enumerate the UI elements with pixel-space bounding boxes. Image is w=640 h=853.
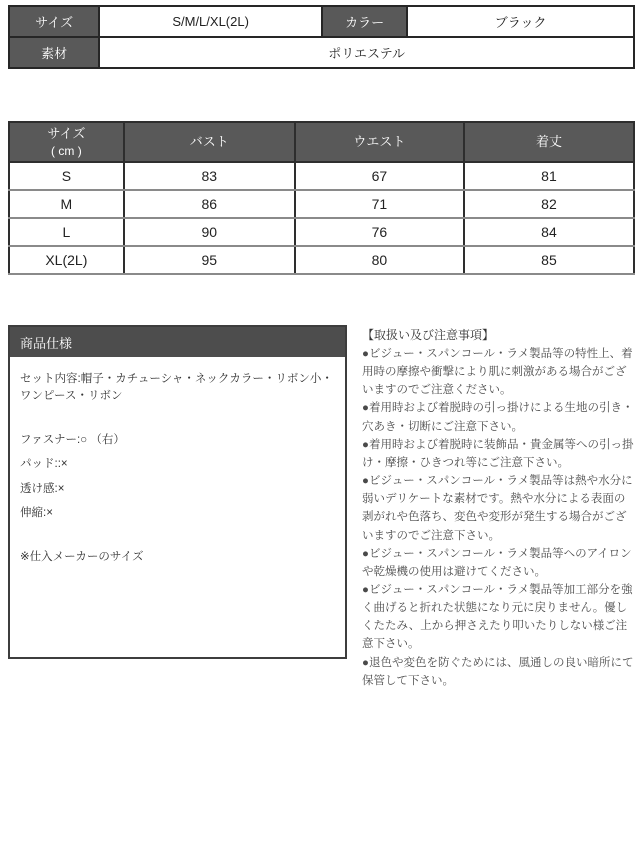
bust-cell: 95 xyxy=(124,246,295,274)
note-item: ●着用時および着脱時の引っ掛けによる生地の引き・穴あき・切断にご注意下さい。 xyxy=(362,402,634,433)
length-cell: 82 xyxy=(464,190,634,218)
bust-cell: 83 xyxy=(124,162,295,190)
note-item: ●ビジュー・スパンコール・ラメ製品等加工部分を強く曲げると折れた状態になり元に戻りません。優しくたたみ、上から押さえたり叩いたりしない様ご注意下さい。 xyxy=(362,583,633,651)
spec-line-fastener: ファスナー:○ （右） xyxy=(20,434,125,447)
size-cell: L xyxy=(9,218,124,246)
size-value-cell: S/M/L/XL(2L) xyxy=(99,6,322,37)
length-cell: 84 xyxy=(464,218,634,246)
info-table xyxy=(8,5,635,69)
note-item: ●ビジュー・スパンコール・ラメ製品等へのアイロンや乾燥機の使用は避けてください。 xyxy=(362,547,632,578)
size-cell: S xyxy=(9,162,124,190)
handling-notes-title: 【取扱い及び注意事項】 xyxy=(362,328,495,342)
note-item: ●着用時および着脱時に装飾品・貴金属等への引っ掛け・摩擦・ひきつれ等にご注意下さい。 xyxy=(362,438,634,469)
bust-header-cell: バスト xyxy=(124,122,295,162)
size-chart-table xyxy=(8,121,635,275)
note-item: ●退色や変色を防ぐためには、風通しの良い暗所にて保管して下さい。 xyxy=(362,656,634,687)
length-cell: 85 xyxy=(464,246,634,274)
info-row-material xyxy=(9,37,634,68)
note-item: ●ビジュー・スパンコール・ラメ製品等は熱や水分に弱いデリケートな素材です。熱や水分による表面の剥がれや色落ち、変色や変形が発生する場合がございますのでご注意下さい。 xyxy=(362,475,633,542)
spec-line-set-contents: セット内容:帽子・カチューシャ・ネックカラー・リボン小・ワンピース・リボン xyxy=(20,373,333,403)
size-header-line2: ( cm ) xyxy=(51,143,82,158)
spec-line-blank xyxy=(20,413,335,426)
color-label-cell: カラー xyxy=(322,6,407,37)
handling-notes xyxy=(362,326,634,690)
spec-line-pad: パッド::× xyxy=(20,458,68,471)
waist-cell: 67 xyxy=(295,162,464,190)
spec-box-body xyxy=(10,359,345,585)
size-cm-header-cell xyxy=(9,122,124,162)
size-cell: M xyxy=(9,190,124,218)
bust-cell: 90 xyxy=(124,218,295,246)
size-header-line1: サイズ xyxy=(47,126,86,142)
table-row-m xyxy=(9,190,634,218)
size-cell: XL(2L) xyxy=(9,246,124,274)
table-row-xl xyxy=(9,246,634,274)
table-row-s xyxy=(9,162,634,190)
note-item: ●ビジュー・スパンコール・ラメ製品等の特性上、着用時の摩擦や衝撃により肌に刺激がある場合がございますのでご注意ください。 xyxy=(362,347,633,397)
bust-cell: 86 xyxy=(124,190,295,218)
size-label-cell: サイズ xyxy=(9,6,99,37)
material-value-cell: ポリエステル xyxy=(99,37,634,68)
waist-cell: 80 xyxy=(295,246,464,274)
color-value-cell: ブラック xyxy=(407,6,634,37)
product-spec-box xyxy=(8,325,347,659)
waist-cell: 71 xyxy=(295,190,464,218)
spec-box-title: 商品仕様 xyxy=(10,327,345,359)
info-row-size-color xyxy=(9,6,634,37)
waist-header-cell: ウエスト xyxy=(295,122,464,162)
spec-line-blank2 xyxy=(20,529,335,542)
length-header-cell: 着丈 xyxy=(464,122,634,162)
material-label-cell: 素材 xyxy=(9,37,99,68)
table-row-l xyxy=(9,218,634,246)
spec-line-stretch: 伸縮:× xyxy=(20,506,53,519)
waist-cell: 76 xyxy=(295,218,464,246)
spec-line-sheerness: 透け感:× xyxy=(20,482,65,495)
spec-line-maker-size-note: ※仕入メーカーのサイズ xyxy=(20,550,144,563)
length-cell: 81 xyxy=(464,162,634,190)
size-chart-header-row xyxy=(9,122,634,162)
